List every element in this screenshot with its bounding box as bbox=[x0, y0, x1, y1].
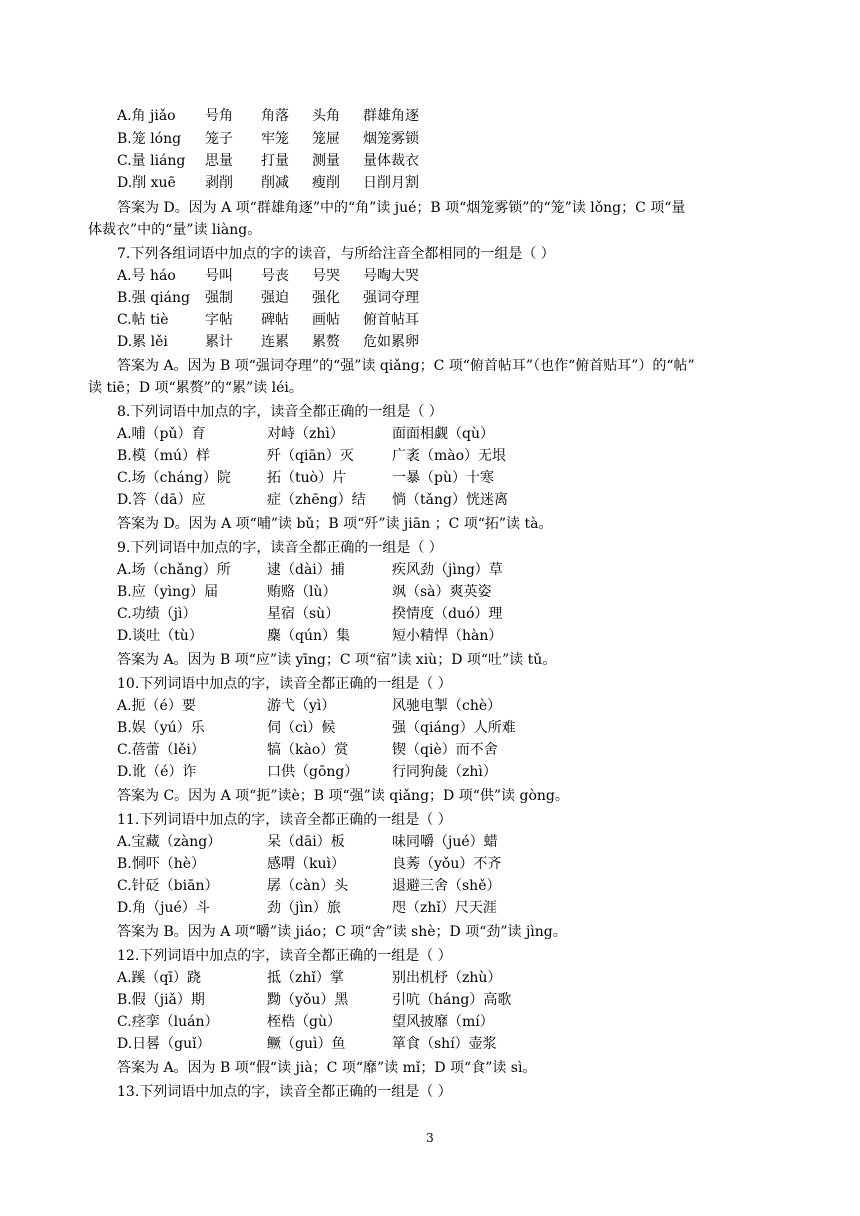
option-label: B.模（mú）样 bbox=[117, 448, 211, 464]
question-text: 12.下列词语中加点的字，读音全都正确的一组是（ ） bbox=[117, 948, 452, 964]
answer-text: 答案为 A。因为 B 项“假“读 jià；C 项“靡”读 mǐ；D 项“食”读 sì。 bbox=[117, 1060, 537, 1076]
option-term: 逮（dài）捕 bbox=[267, 562, 345, 578]
question-text: 10.下列词语中加点的字，读音全都正确的一组是（ ） bbox=[117, 676, 452, 692]
option-term: 笼子 bbox=[205, 131, 233, 147]
option-term: 对峙（zhì） bbox=[267, 426, 344, 442]
option-term: 退避三舍（shě） bbox=[392, 878, 501, 894]
option-term: 风驰电掣（chè） bbox=[392, 698, 502, 714]
answer-text: 答案为 C。因为 A 项“扼”读è；B 项“强”读 qiǎng；D 项“供”读 gòng。 bbox=[117, 788, 569, 804]
option-term: 麇（qún）集 bbox=[267, 628, 350, 644]
option-term: 鳜（guì）鱼 bbox=[267, 1036, 346, 1052]
option-term: 咫（zhǐ）尺天涯 bbox=[392, 900, 497, 916]
option-term: 揆情度（duó）理 bbox=[392, 606, 503, 622]
option-label: B.恫吓（hè） bbox=[117, 856, 206, 872]
option-term: 锲（qiè）而不舍 bbox=[392, 742, 498, 758]
option-term: 俯首帖耳 bbox=[363, 312, 419, 328]
answer-text: 答案为 A。因为 B 项“强词夺理”的“强”读 qiǎng；C 项“俯首帖耳”（也作“俯首贴耳”）的“帖” bbox=[117, 358, 695, 374]
option-term: 累计 bbox=[205, 334, 233, 350]
option-term: 瘦削 bbox=[312, 175, 340, 191]
option-term: 打量 bbox=[261, 153, 289, 169]
option-term: 削减 bbox=[261, 175, 289, 191]
option-term: 头角 bbox=[312, 108, 340, 124]
answer-text: 体裁衣”中的“量”读 liàng。 bbox=[88, 222, 262, 238]
option-label: A.蹊（qī）跷 bbox=[117, 970, 201, 986]
question-text: 9.下列词语中加点的字，读音全都正确的一组是（ ） bbox=[117, 540, 443, 556]
option-term: 群雄角逐 bbox=[363, 108, 419, 124]
option-term: 号叫 bbox=[205, 268, 233, 284]
option-term: 日削月割 bbox=[363, 175, 419, 191]
option-term: 测量 bbox=[312, 153, 340, 169]
question-text: 11.下列词语中加点的字，读音全都正确的一组是（ ） bbox=[117, 812, 452, 828]
option-label: D.讹（é）诈 bbox=[117, 764, 197, 780]
option-label: C.量 liáng bbox=[117, 153, 186, 169]
option-term: 黝（yǒu）黑 bbox=[267, 992, 349, 1008]
option-label: A.宝藏（zàng） bbox=[117, 834, 222, 850]
answer-text: 读 tiē；D 项“累赘”的“累”读 léi。 bbox=[88, 380, 303, 396]
option-term: 行同狗彘（zhì） bbox=[392, 764, 497, 780]
option-term: 抵（zhǐ）掌 bbox=[267, 970, 344, 986]
option-term: 字帖 bbox=[205, 312, 233, 328]
option-term: 累赘 bbox=[312, 334, 340, 350]
option-term: 引吭（háng）高歌 bbox=[392, 992, 512, 1008]
answer-text: 答案为 A。因为 B 项“应”读 yīng；C 项“宿”读 xiù；D 项“吐”读 tǔ。 bbox=[117, 652, 557, 668]
option-term: 量体裁衣 bbox=[363, 153, 419, 169]
option-term: 星宿（sù） bbox=[267, 606, 340, 622]
option-label: C.痉挛（luán） bbox=[117, 1014, 219, 1030]
option-term: 犒（kào）赏 bbox=[267, 742, 349, 758]
option-term: 广袤（mào）无垠 bbox=[392, 448, 507, 464]
option-label: C.场（cháng）院 bbox=[117, 470, 231, 486]
option-term: 游弋（yì） bbox=[267, 698, 336, 714]
option-label: A.角 jiǎo bbox=[117, 108, 176, 124]
option-label: C.帖 tiè bbox=[117, 312, 169, 328]
option-label: C.蓓蕾（lěi） bbox=[117, 742, 205, 758]
option-term: 一暴（pù）十寒 bbox=[392, 470, 494, 486]
option-term: 强制 bbox=[205, 290, 233, 306]
answer-text: 答案为 D。因为 A 项“群雄角逐”中的“角”读 jué；B 项“烟笼雾锁”的“笼”读 lǒng；C 项“量 bbox=[117, 200, 686, 216]
option-term: 症（zhēng）结 bbox=[267, 492, 366, 508]
option-term: 牢笼 bbox=[261, 131, 289, 147]
option-term: 疾风劲（jìng）草 bbox=[392, 562, 503, 578]
option-term: 贿赂（lù） bbox=[267, 584, 337, 600]
option-label: B.应（yìng）届 bbox=[117, 584, 219, 600]
option-term: 号啕大哭 bbox=[363, 268, 419, 284]
option-label: A.号 háo bbox=[117, 268, 176, 284]
option-term: 望风披靡（mí） bbox=[392, 1014, 494, 1030]
question-text: 13.下列词语中加点的字，读音全都正确的一组是（ ） bbox=[117, 1084, 452, 1100]
option-term: 别出机杼（zhù） bbox=[392, 970, 502, 986]
option-label: B.笼 lóng bbox=[117, 131, 182, 147]
question-text: 8.下列词语中加点的字，读音全都正确的一组是（ ） bbox=[117, 404, 443, 420]
option-term: 危如累卵 bbox=[363, 334, 419, 350]
option-term: 感喟（kuì） bbox=[267, 856, 345, 872]
option-term: 良莠（yǒu）不齐 bbox=[392, 856, 502, 872]
option-term: 呆（dāi）板 bbox=[267, 834, 345, 850]
option-label: A.场（chǎng）所 bbox=[117, 562, 231, 578]
option-term: 连累 bbox=[261, 334, 289, 350]
option-term: 烟笼雾锁 bbox=[363, 131, 419, 147]
option-label: B.强 qiáng bbox=[117, 290, 190, 306]
option-term: 伺（cì）候 bbox=[267, 720, 336, 736]
option-label: D.角（jué）斗 bbox=[117, 900, 210, 916]
option-term: 号丧 bbox=[261, 268, 289, 284]
option-label: C.功绩（jì） bbox=[117, 606, 197, 622]
option-term: 强（qiáng）人所难 bbox=[392, 720, 516, 736]
option-label: A.扼（é）要 bbox=[117, 698, 196, 714]
option-term: 强迫 bbox=[261, 290, 289, 306]
option-term: 剥削 bbox=[205, 175, 233, 191]
option-term: 桎梏（gù） bbox=[267, 1014, 341, 1030]
option-label: A.哺（pǔ）育 bbox=[117, 426, 206, 442]
option-term: 笼屉 bbox=[312, 131, 340, 147]
option-label: D.日晷（guǐ） bbox=[117, 1036, 211, 1052]
option-term: 飒（sà）爽英姿 bbox=[392, 584, 492, 600]
option-term: 思量 bbox=[205, 153, 233, 169]
question-text: 7.下列各组词语中加点的字的读音，与所给注音全都相同的一组是（ ） bbox=[117, 246, 555, 262]
option-term: 拓（tuò）片 bbox=[267, 470, 347, 486]
option-term: 歼（qiān）灭 bbox=[267, 448, 354, 464]
option-label: D.谈吐（tù） bbox=[117, 628, 203, 644]
option-term: 号哭 bbox=[312, 268, 340, 284]
option-term: 味同嚼（jué）蜡 bbox=[392, 834, 498, 850]
answer-text: 答案为 B。因为 A 项“嚼”读 jiáo；C 项“舍”读 shè；D 项“劲”读 jìng。 bbox=[117, 924, 567, 940]
option-term: 口供（gōng） bbox=[267, 764, 359, 780]
option-label: B.假（jiǎ）期 bbox=[117, 992, 205, 1008]
option-term: 箪食（shí）壶浆 bbox=[392, 1036, 497, 1052]
option-label: B.娱（yú）乐 bbox=[117, 720, 205, 736]
page-number: 3 bbox=[426, 1131, 434, 1145]
option-term: 劲（jìn）旅 bbox=[267, 900, 341, 916]
option-label: C.针砭（biān） bbox=[117, 878, 219, 894]
option-label: D.削 xuē bbox=[117, 175, 176, 191]
answer-text: 答案为 D。因为 A 项“哺”读 bǔ；B 项“歼”读 jiān ；C 项“拓”读 tà。 bbox=[117, 516, 553, 532]
option-term: 画帖 bbox=[312, 312, 340, 328]
option-term: 角落 bbox=[261, 108, 289, 124]
option-term: 面面相觑（qù） bbox=[392, 426, 494, 442]
option-term: 短小精悍（hàn） bbox=[392, 628, 503, 644]
option-term: 碑帖 bbox=[261, 312, 289, 328]
option-term: 惝（tǎng）恍迷离 bbox=[392, 492, 508, 508]
option-term: 号角 bbox=[205, 108, 233, 124]
option-term: 强词夺理 bbox=[363, 290, 419, 306]
option-term: 强化 bbox=[312, 290, 340, 306]
option-label: D.答（dā）应 bbox=[117, 492, 206, 508]
option-term: 孱（càn）头 bbox=[267, 878, 349, 894]
option-label: D.累 lěi bbox=[117, 334, 168, 350]
